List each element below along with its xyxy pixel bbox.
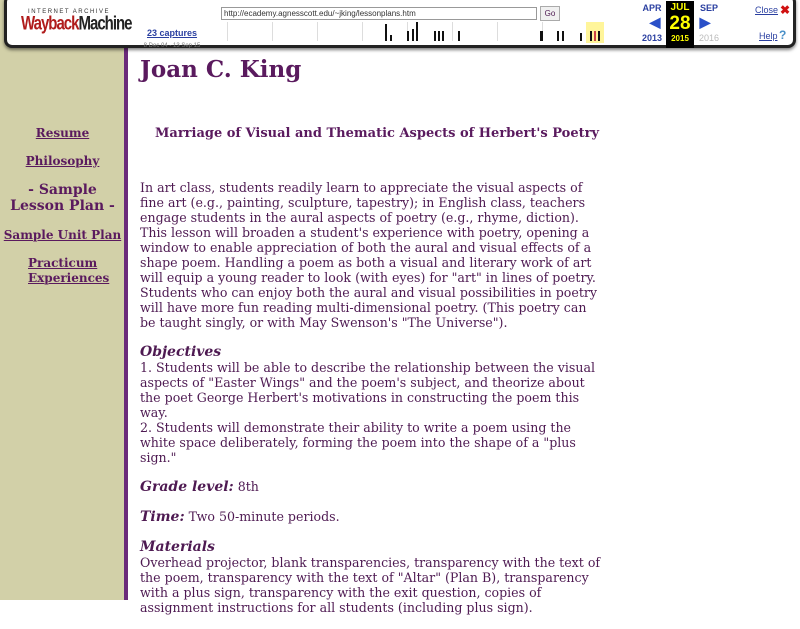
help-icon[interactable]: ?	[779, 28, 787, 42]
time-label: Time:	[140, 509, 185, 525]
author-heading: Joan C. King	[140, 56, 302, 83]
grade-level	[140, 479, 605, 495]
wayback-logo[interactable]	[21, 9, 132, 35]
current-day: 28	[669, 13, 691, 34]
close-link[interactable]: Close	[755, 5, 779, 15]
nav-philosophy[interactable]: Philosophy	[25, 154, 100, 168]
objectives-section	[140, 344, 605, 465]
materials-text: Overhead projector, blank transparencies, transparency with the text of the poem, transparency with the text of "Altar" (Plan B), transparency with a plus sign, transparency with the exit question, copies of assignment instructions for all students (including plus sign).	[140, 555, 601, 615]
nav-resume[interactable]: Resume	[35, 126, 90, 140]
intro-paragraph: In art class, students readily learn to appreciate the visual aspects of fine art (e.g., painting, sculpture, tapestry); in English class, teachers engage students in the aural aspects of poetry (e.g., rhyme, diction). This lesson will broaden a student's experience with poetry, opening a window to enable appreciation of both the aural and visual effects of a shape poem. Handling a poem as both a visual and literary work of art will equip a young reader to look (with eyes) for "art" in lines of poetry. Students who can enjoy both the aural and visual possibilities in poetry will have more fun reading multi-dimensional poetry. (This poetry can be taught singly, or with May Swenson's "The Universe").	[140, 180, 598, 330]
logo-text-top: INTERNET ARCHIVE	[28, 9, 110, 15]
nav-sample-unit-plan[interactable]: Sample Unit Plan	[3, 228, 122, 242]
current-date	[666, 1, 694, 48]
prev-arrow-icon[interactable]: ◀	[649, 14, 661, 30]
captures-link[interactable]: 23 captures	[146, 28, 198, 38]
current-month: JUL	[670, 2, 690, 13]
current-year: 2015	[671, 34, 689, 43]
materials-heading: Materials	[140, 539, 215, 555]
lesson-title: Marriage of Visual and Thematic Aspects of Herbert's Poetry	[155, 126, 599, 141]
go-button[interactable]: Go	[540, 6, 560, 21]
grade-label: Grade level:	[140, 479, 234, 495]
materials-section	[140, 539, 605, 615]
help-link[interactable]: Help	[759, 31, 778, 41]
capture-sparkline[interactable]	[212, 22, 632, 43]
lesson-content	[140, 180, 605, 629]
url-input[interactable]: http://ecademy.agnesscott.edu/~jking/lessonplans.htm	[221, 7, 537, 20]
prev-year[interactable]: 2013	[641, 33, 663, 43]
nav-current-sample-lesson-plan: - Sample Lesson Plan -	[10, 182, 115, 214]
nav-practicum-experiences[interactable]: Practicum Experiences	[28, 256, 110, 285]
sidebar-nav	[0, 126, 125, 300]
captures	[137, 23, 207, 49]
prev-month[interactable]: APR	[642, 3, 662, 13]
capture-range: 8 Dec 04 - 13 Sep 15	[143, 43, 201, 49]
time-value: Two 50-minute periods.	[184, 509, 340, 524]
grade-value: 8th	[233, 479, 259, 494]
next-year: 2016	[698, 33, 720, 43]
next-arrow-icon[interactable]: ▶	[699, 14, 711, 30]
time	[140, 509, 605, 525]
objective-1: 1. Students will be able to describe the relationship between the visual aspects of "Easter Wings" and the poem's subject, and theorize about the poet George Herbert's motivations in constructing the poem this way.	[140, 360, 595, 420]
sidebar	[0, 0, 132, 600]
next-month[interactable]: SEP	[699, 3, 718, 13]
logo-wordmark: WaybackMachine	[21, 12, 132, 35]
objective-2: 2. Students will demonstrate their ability to write a poem using the white space deliberately, forming the poem into the shape of a "plus sign."	[140, 420, 576, 465]
objectives-heading: Objectives	[140, 344, 222, 360]
close-icon[interactable]: ✖	[780, 3, 791, 17]
wayback-toolbar	[4, 0, 796, 48]
